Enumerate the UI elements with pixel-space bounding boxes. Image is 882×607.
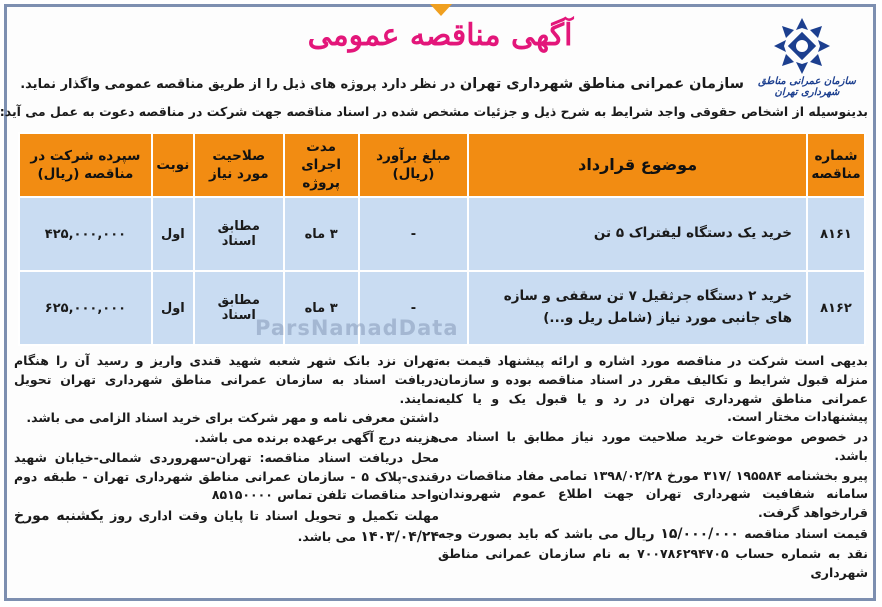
row-estimate: - — [359, 271, 469, 345]
table-header-row — [19, 133, 865, 197]
row-round: اول — [152, 271, 194, 345]
row-deposit: ۴۲۵,۰۰۰,۰۰۰ — [19, 197, 152, 271]
terms-paragraph: داشتن معرفی نامه و مهر شرکت برای خرید اسناد الزامی می باشد. — [26, 410, 439, 426]
intro-line — [20, 76, 744, 92]
intro-invitation: بدینوسیله از اشخاص حقوقی واجد شرایط به شرح ذیل و جزئیات مشخص شده در اسناد مناقصه جهت شرکت در مناقصه دعوت به عمل می آید: — [0, 104, 868, 119]
row-round: اول — [152, 197, 194, 271]
deadline-paragraph — [14, 506, 439, 548]
tender-table — [18, 132, 866, 346]
row-deposit: ۶۲۵,۰۰۰,۰۰۰ — [19, 271, 152, 345]
row-qualification: مطابق اسناد — [194, 271, 284, 345]
header-round: نوبت — [152, 133, 194, 197]
terms-paragraph: در خصوص موضوعات خرید صلاحیت مورد نیاز مطابق با اسناد می باشد. — [438, 429, 868, 463]
logo-text: سازمان عمرانی مناطق شهرداری تهران — [758, 76, 856, 98]
header-subject: موضوع قرارداد — [468, 133, 807, 197]
price-label: قیمت اسناد مناقصه — [744, 525, 868, 541]
terms-paragraph: تهران نزد بانک شهر شعبه شهید قندی واریز و رسید آن را هنگام دریافت اسناد به سازمان عمرانی مناطق شهرداری تهران تحویل نمایند. — [14, 353, 439, 406]
notice-title: آگهی مناقصه عمومی — [307, 18, 573, 53]
top-marker — [430, 4, 452, 16]
header-duration: مدت اجرای پروژه — [284, 133, 359, 197]
row-number: ۸۱۶۲ — [807, 271, 865, 345]
deadline-date: یکشنبه مورخ ۱۴۰۳/۰۴/۲۴ — [14, 508, 439, 545]
intro-organization: سازمان عمرانی مناطق شهرداری تهران — [459, 76, 744, 92]
watermark-text: ParsNamadData — [255, 316, 459, 340]
document-price: ۱۵/۰۰۰/۰۰۰ ریال — [623, 525, 739, 542]
price-instructions: می باشد که باید بصورت وجه نقد به شماره حساب ۷۰۰۷۸۶۲۹۴۷۰۵ به نام سازمان عمرانی مناطق شهرداری — [438, 525, 868, 580]
row-duration: ۳ ماه — [284, 271, 359, 345]
header-qualification: صلاحیت مورد نیاز — [194, 133, 284, 197]
row-estimate: - — [359, 197, 469, 271]
terms-paragraph: بدیهی است شرکت در مناقصه مورد اشاره و ارائه پیشنهاد قیمت به منزله قبول شرایط و تکالیف مقرر در اسناد مناقصه بوده و سازمان عمرانی مناطق شهرداری تهران در رد و یا قبول یک و یا کلیه پیشنهادات مختار است. — [438, 353, 868, 425]
document-price-paragraph — [438, 524, 868, 583]
row-subject: خرید یک دستگاه لیفتراک ۵ تن — [468, 197, 807, 271]
organization-logo — [752, 16, 862, 96]
header-number: شماره مناقصه — [807, 133, 865, 197]
row-duration: ۳ ماه — [284, 197, 359, 271]
terms-left-column — [14, 352, 439, 549]
terms-paragraph: هزینه درج آگهی برعهده برنده می باشد. — [194, 430, 439, 445]
deadline-suffix: می باشد. — [297, 529, 357, 544]
row-subject: خرید ۲ دستگاه جرثقیل ۷ تن سقفی و سازه های جانبی مورد نیاز (شامل ریل و...) — [468, 271, 807, 345]
header-estimate: مبلغ برآورد (ریال) — [359, 133, 469, 197]
terms-paragraph: پیرو بخشنامه ۱۹۵۵۸۴ /۳۱۷ مورخ ۱۳۹۸/۰۲/۲۸ تمامی مفاد مناقصات در سامانه شفافیت شهرداری تهران جهت اطلاع عموم شهروندان قرارخواهد گرفت. — [438, 467, 868, 520]
header-deposit: سپرده شرکت در مناقصه (ریال) — [19, 133, 152, 197]
deadline-label: مهلت تکمیل و تحویل اسناد تا پایان وقت اداری روز — [110, 508, 439, 523]
terms-right-column — [438, 352, 868, 583]
logo-emblem-icon — [772, 16, 832, 76]
row-qualification: مطابق اسناد — [194, 197, 284, 271]
address-paragraph: محل دریافت اسناد مناقصه: تهران-سهروردی شمالی-خیابان شهید قندی-پلاک ۵ - سازمان عمرانی مناطق شهرداری تهران - طبقه دوم واحد مناقصات تلفن تماس ۸۵۱۵۰۰۰۰ — [14, 449, 439, 503]
row-number: ۸۱۶۱ — [807, 197, 865, 271]
table-row — [19, 197, 865, 271]
intro-text: در نظر دارد پروژه های ذیل را از طریق مناقصه عمومی واگذار نماید. — [20, 77, 456, 92]
